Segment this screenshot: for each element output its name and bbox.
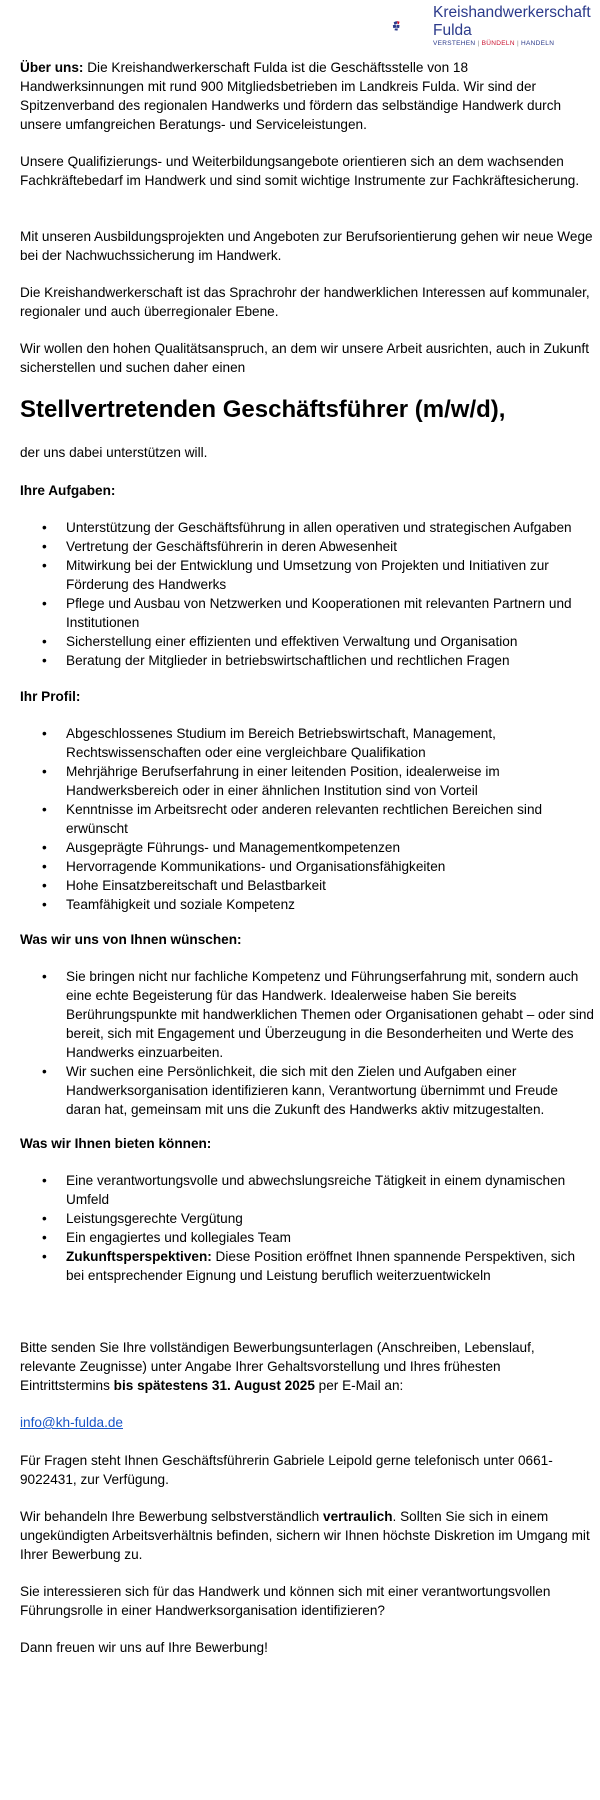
- task-item: • Mitwirkung bei der Entwicklung und Umsetzung von Projekten und Initiativen zur Förderung des Handwerks: [20, 556, 594, 594]
- job-subtitle: der uns dabei unterstützen will.: [20, 445, 208, 460]
- profile-heading: Ihr Profil:: [20, 689, 81, 704]
- kreishandwerkerschaft-logo: [392, 2, 434, 50]
- profile-list: [20, 724, 594, 914]
- offer-item: • Leistungsgerechte Vergütung: [20, 1209, 594, 1228]
- wishes-list: [20, 967, 594, 1119]
- offer-heading: Was wir Ihnen bieten können:: [20, 1136, 212, 1151]
- logo-tag-handeln: HANDELN: [521, 40, 555, 47]
- confidential-bold: vertraulich: [323, 1509, 393, 1524]
- profile-item: • Hervorragende Kommunikations- und Organisationsfähigkeiten: [20, 857, 594, 876]
- offer-item: • Eine verantwortungsvolle und abwechslungsreiche Tätigkeit in einem dynamischen Umfeld: [20, 1171, 594, 1209]
- task-item: • Vertretung der Geschäftsführerin in deren Abwesenheit: [20, 537, 594, 556]
- profile-item: • Ausgeprägte Führungs- und Managementkompetenzen: [20, 838, 594, 857]
- task-item: • Beratung der Mitglieder in betriebswirtschaftlichen und rechtlichen Fragen: [20, 651, 594, 670]
- logo-tag-verstehen: VERSTEHEN: [433, 40, 476, 47]
- wishes-heading: Was wir uns von Ihnen wünschen:: [20, 932, 242, 947]
- confidential-text-1: Wir behandeln Ihre Bewerbung selbstverständlich: [20, 1509, 324, 1524]
- perspectives-text: Diese Position eröffnet Ihnen spannende Perspektiven, sich bei entsprechender Eignung und Leistung beruflich weiterzuentwickeln: [66, 1249, 576, 1283]
- offer-item-perspectives: [20, 1247, 594, 1285]
- logo-name-line1: Kreishandwerkerschaft: [433, 4, 591, 21]
- qualification-paragraph: Unsere Qualifizierungs- und Weiterbildungsangebote orientieren sich an dem wachsenden Fachkräftebedarf im Handwerk und sind somit wichtige Instrumente zur Fachkräftesicherung.: [20, 154, 580, 188]
- question-paragraph: Sie interessieren sich für das Handwerk und können sich mit einer verantwortungsvollen Führungsrolle in einer Handwerksorganisation identifizieren?: [20, 1584, 551, 1618]
- voice-paragraph: Die Kreishandwerkerschaft ist das Sprachrohr der handwerklichen Interessen auf kommunaler, regionaler und auch überregionaler Ebene.: [20, 285, 590, 319]
- apply-deadline: bis spätestens 31. August 2025: [113, 1378, 315, 1393]
- profile-item: • Kenntnisse im Arbeitsrecht oder anderen relevanten rechtlichen Bereichen sind erwünscht: [20, 800, 594, 838]
- wish-item: • Sie bringen nicht nur fachliche Kompetenz und Führungserfahrung mit, sondern auch eine echte Begeisterung für das Handwerk. Idealerweise haben Sie bereits Berührungspunkte mit handwerklichen Themen oder Organisationen gehabt – oder sind bereit, sich mit Engagement und Überzeugung in die Besonderheiten und Werte des Handwerks einzuarbeiten.: [20, 967, 594, 1062]
- perspectives-label: Zukunftsperspektiven:: [66, 1249, 212, 1264]
- email-link[interactable]: info@kh-fulda.de: [20, 1415, 123, 1430]
- offer-item: • Ein engagiertes und kollegiales Team: [20, 1228, 594, 1247]
- training-paragraph: Mit unseren Ausbildungsprojekten und Angeboten zur Berufsorientierung gehen wir neue Wege bei der Nachwuchssicherung im Handwerk.: [20, 229, 593, 263]
- job-title: Stellvertretenden Geschäftsführer (m/w/d),: [20, 396, 506, 423]
- intro-paragraph: [20, 58, 594, 134]
- intro-text: Die Kreishandwerkerschaft Fulda ist die Geschäftsstelle von 18 Handwerksinnungen mit rund 900 Mitgliedsbetrieben im Landkreis Fulda. Wir sind der Spitzenverband des regionalen Handwerks und fördern das selbständige Handwerk durch unsere umfangreichen Beratungs- und Serviceleistungen.: [20, 60, 562, 132]
- apply-paragraph: [20, 1338, 594, 1395]
- task-item: • Sicherstellung einer effizienten und effektiven Verwaltung und Organisation: [20, 632, 594, 651]
- logo-tag-buendeln: BÜNDELN: [481, 40, 515, 47]
- apply-text-2: per E-Mail an:: [314, 1378, 404, 1393]
- offer-list: [20, 1171, 594, 1285]
- tasks-heading: Ihre Aufgaben:: [20, 483, 116, 498]
- logo-name-line2: Fulda: [433, 22, 472, 39]
- confidential-paragraph: [20, 1507, 594, 1564]
- profile-item: • Mehrjährige Berufserfahrung in einer leitenden Position, idealerweise im Handwerksbereich oder in einer ähnlichen Institution sind von Vorteil: [20, 762, 594, 800]
- profile-item: • Hohe Einsatzbereitschaft und Belastbarkeit: [20, 876, 594, 895]
- intro-label: Über uns:: [20, 60, 84, 75]
- wish-item: • Wir suchen eine Persönlichkeit, die sich mit den Zielen und Aufgaben einer Handwerksorganisation identifizieren kann, Verantwortung übernimmt und Freude daran hat, gemeinsam mit uns die Zukunft des Handwerks aktiv mitzugestalten.: [20, 1062, 594, 1119]
- closing-paragraph: Dann freuen wir uns auf Ihre Bewerbung!: [20, 1640, 268, 1655]
- logo-tagline: VERSTEHEN | BÜNDELN | HANDELN: [433, 40, 555, 47]
- tasks-list: [20, 518, 594, 670]
- quality-paragraph: Wir wollen den hohen Qualitätsanspruch, an dem wir unsere Arbeit ausrichten, auch in Zukunft sicherstellen und suchen daher einen: [20, 341, 589, 375]
- profile-item: • Abgeschlossenes Studium im Bereich Betriebswirtschaft, Management, Rechtswissenschaften oder eine vergleichbare Qualifikation: [20, 724, 594, 762]
- apply-text-1: Bitte senden Sie Ihre vollständigen Bewerbungsunterlagen (Anschreiben, Lebenslauf, relevante Zeugnisse) unter Angabe Ihrer Gehaltsvorstellung und Ihres frühesten Eintrittstermins: [20, 1340, 535, 1393]
- task-item: • Unterstützung der Geschäftsführung in allen operativen und strategischen Aufgaben: [20, 518, 594, 537]
- confidential-text-2: . Sollten Sie sich in einem ungekündigten Arbeitsverhältnis befinden, sichern wir Ihnen höchste Diskretion im Umgang mit Ihrer Bewerbung zu.: [20, 1509, 590, 1562]
- profile-item: • Teamfähigkeit und soziale Kompetenz: [20, 895, 594, 914]
- contact-paragraph: Für Fragen steht Ihnen Geschäftsführerin Gabriele Leipold gerne telefonisch unter 0661-9022431, zur Verfügung.: [20, 1453, 553, 1487]
- task-item: • Pflege und Ausbau von Netzwerken und Kooperationen mit relevanten Partnern und Institutionen: [20, 594, 594, 632]
